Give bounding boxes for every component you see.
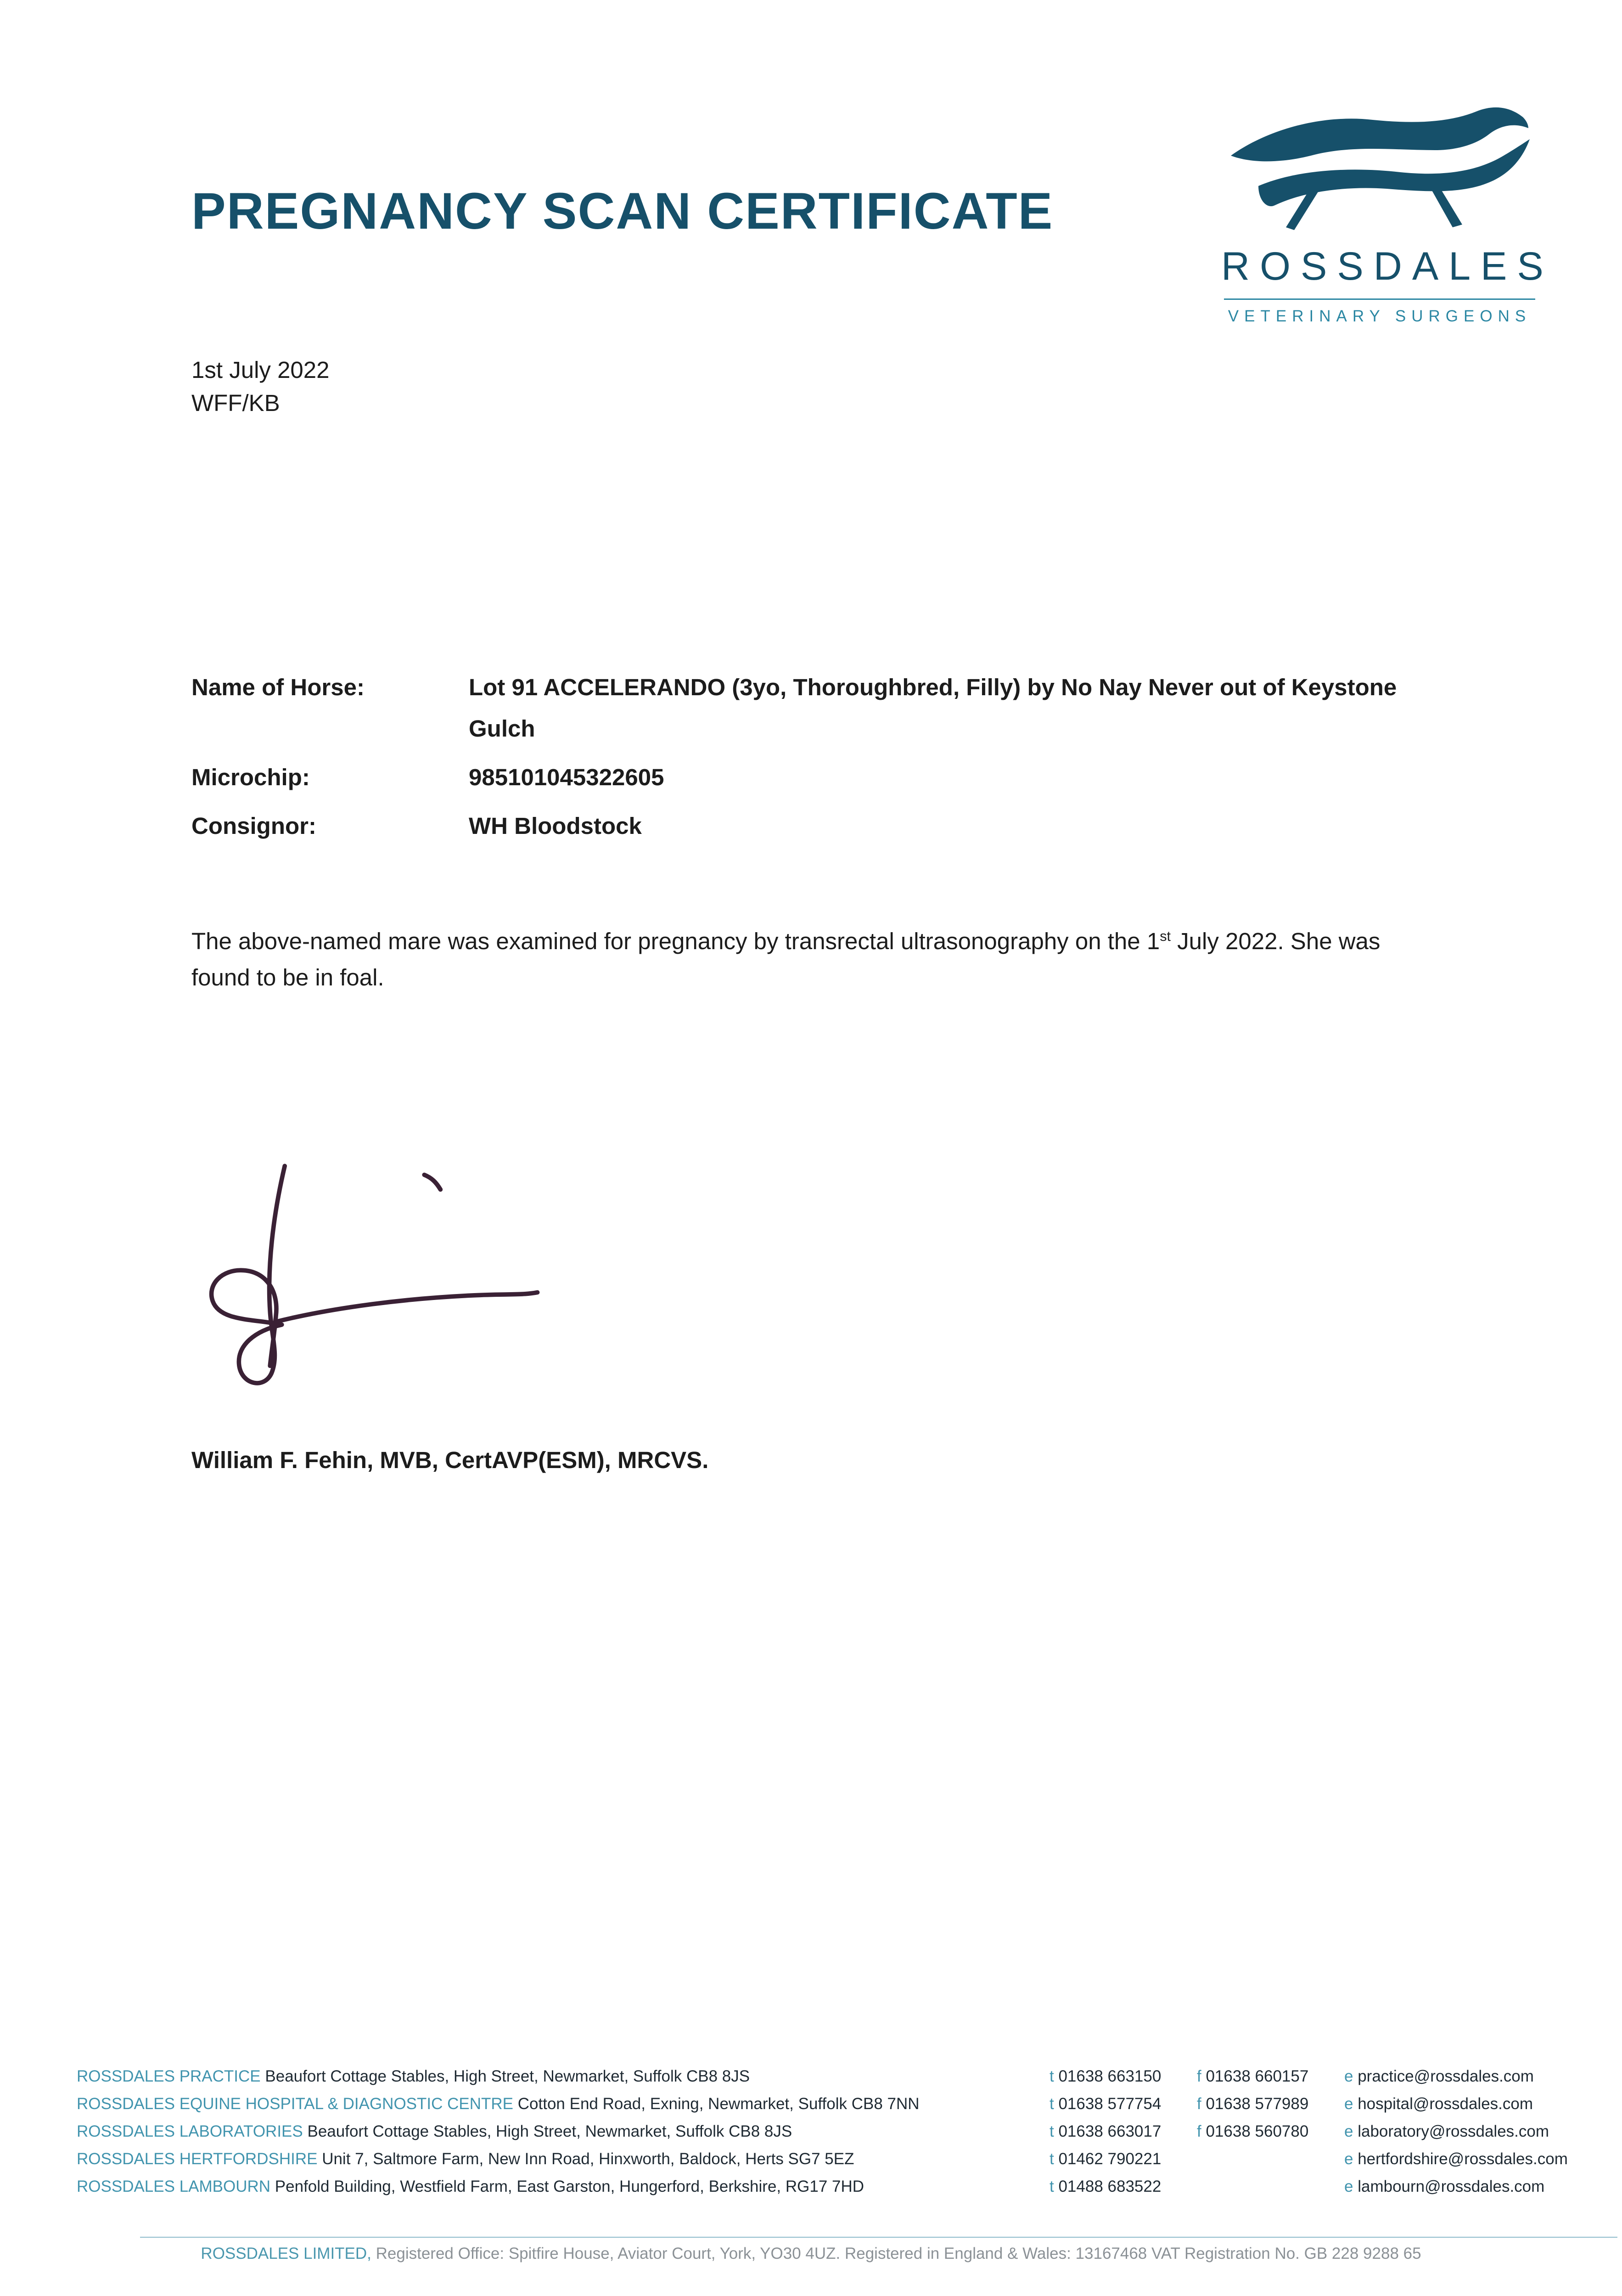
rossdales-logo [1221, 103, 1554, 326]
office-email: e hospital@rossdales.com [1344, 2095, 1533, 2113]
office-address: Cotton End Road, Exning, Newmarket, Suffolk CB8 7NN [517, 2095, 920, 2113]
detail-label: Name of Horse: [191, 674, 365, 700]
office-fax [1197, 2145, 1344, 2173]
statement-text: July 2022. She was found to be in foal. [191, 928, 1381, 990]
office-name: ROSSDALES LABORATORIES [77, 2122, 303, 2140]
office-name: ROSSDALES EQUINE HOSPITAL & DIAGNOSTIC CENTRE [77, 2095, 514, 2113]
registered-office-text: Registered Office: Spitfire House, Aviator Court, York, YO30 4UZ. Registered in England & Wales: 13167468 VAT Registration No. GB 228 9288 65 [371, 2245, 1421, 2262]
office-fax [1197, 2173, 1344, 2200]
detail-row-consignor [191, 805, 1437, 847]
office-email: e practice@rossdales.com [1344, 2067, 1534, 2085]
detail-value: Lot 91 ACCELERANDO (3yo, Thoroughbred, Filly) by No Nay Never out of Keystone Gulch [469, 674, 1397, 742]
office-email: e hertfordshire@rossdales.com [1344, 2150, 1568, 2168]
office-fax: f 01638 560780 [1197, 2122, 1309, 2140]
detail-row-microchip [191, 757, 1437, 798]
veterinarian-name: William F. Fehin, MVB, CertAVP(ESM), MRCVS. [191, 1447, 709, 1473]
signature-ink [202, 1157, 629, 1422]
page-title: PREGNANCY SCAN CERTIFICATE [191, 182, 1054, 240]
ordinal-superscript: st [1160, 929, 1171, 944]
office-address: Penfold Building, Westfield Farm, East Garston, Hungerford, Berkshire, RG17 7HD [275, 2178, 864, 2195]
office-name: ROSSDALES HERTFORDSHIRE [77, 2150, 318, 2168]
reference-initials: WFF/KB [191, 390, 280, 416]
detail-row-name-of-horse [191, 667, 1437, 749]
office-tel: t 01462 790221 [1050, 2150, 1162, 2168]
detail-label: Microchip: [191, 764, 310, 790]
office-fax: f 01638 577989 [1197, 2095, 1309, 2113]
registered-company-name: ROSSDALES LIMITED, [201, 2245, 371, 2262]
detail-value: 985101045322605 [469, 764, 664, 790]
logo-tagline: VETERINARY SURGEONS [1228, 307, 1532, 325]
office-row-lambourn [77, 2173, 1613, 2200]
registered-office-line [0, 2245, 1622, 2263]
offices-footer [77, 2063, 1613, 2200]
rossdales-horse-logo-icon [1228, 103, 1531, 241]
office-row-practice [77, 2063, 1613, 2090]
footer-divider [140, 2237, 1617, 2238]
office-name: ROSSDALES LAMBOURN [77, 2178, 271, 2195]
office-tel: t 01638 577754 [1050, 2095, 1162, 2113]
office-tel: t 01488 683522 [1050, 2178, 1162, 2195]
detail-value: WH Bloodstock [469, 813, 642, 839]
detail-label: Consignor: [191, 813, 316, 839]
logo-divider [1224, 298, 1535, 300]
office-address: Beaufort Cottage Stables, High Street, Newmarket, Suffolk CB8 8JS [265, 2067, 750, 2085]
office-row-hertfordshire [77, 2145, 1613, 2173]
office-fax: f 01638 660157 [1197, 2067, 1309, 2085]
logo-wordmark: ROSSDALES [1221, 244, 1554, 288]
office-address: Beaufort Cottage Stables, High Street, Newmarket, Suffolk CB8 8JS [307, 2122, 792, 2140]
statement-text: The above-named mare was examined for pregnancy by transrectal ultrasonography on the 1 [191, 928, 1160, 954]
office-row-laboratories [77, 2118, 1613, 2145]
horse-details [191, 667, 1437, 854]
office-email: e lambourn@rossdales.com [1344, 2178, 1545, 2195]
certificate-date: 1st July 2022 [191, 357, 330, 383]
office-email: e laboratory@rossdales.com [1344, 2122, 1549, 2140]
office-address: Unit 7, Saltmore Farm, New Inn Road, Hinxworth, Baldock, Herts SG7 5EZ [322, 2150, 854, 2168]
pregnancy-statement [191, 918, 1437, 996]
office-row-equine-hospital [77, 2090, 1613, 2118]
meta-block [191, 354, 330, 420]
office-tel: t 01638 663017 [1050, 2122, 1162, 2140]
office-tel: t 01638 663150 [1050, 2067, 1162, 2085]
office-name: ROSSDALES PRACTICE [77, 2067, 261, 2085]
